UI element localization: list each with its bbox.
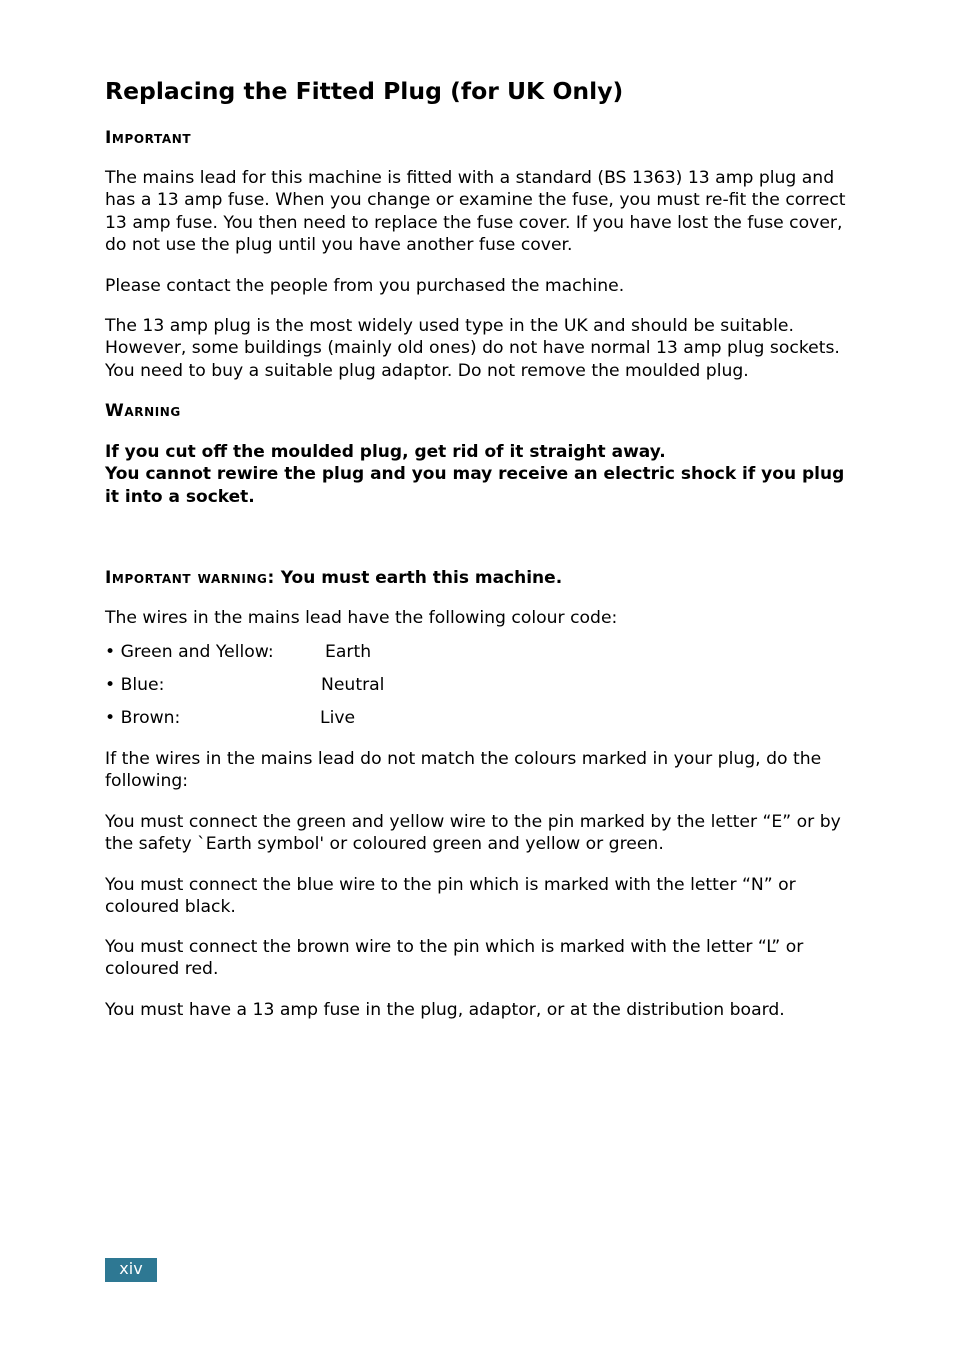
important-warning-label: Important warning: xyxy=(105,568,275,588)
text-line: Please contact the people from you purchased the machine. xyxy=(105,276,625,296)
important-heading: Important xyxy=(105,128,192,148)
text-line: The 13 amp plug is the most widely used type in the UK and should be suitable. xyxy=(105,316,794,336)
mismatch-paragraph xyxy=(105,748,850,793)
text-line: If you cut off the moulded plug, get rid of it straight away. xyxy=(105,442,666,462)
text-line: it into a socket. xyxy=(105,486,255,507)
text-line: The wires in the mains lead have the following colour code: xyxy=(105,608,618,628)
colour-code-intro xyxy=(105,607,850,629)
text-line: coloured red. xyxy=(105,959,219,980)
text-line: You need to buy a suitable plug adaptor. Do not remove the moulded plug. xyxy=(105,360,749,381)
text-line: You cannot rewire the plug and you may receive an electric shock if you plug xyxy=(105,464,845,485)
warning-paragraph xyxy=(105,441,850,508)
important-warning-heading xyxy=(105,567,562,589)
text-line: 13 amp fuse. You then need to replace the fuse cover. If you have lost the fuse cover, xyxy=(105,212,843,233)
text-line: following: xyxy=(105,771,189,792)
page-title: Replacing the Fitted Plug (for UK Only) xyxy=(105,77,624,105)
wire-colour-label: • Green and Yellow: xyxy=(105,642,274,662)
text-line: The mains lead for this machine is fitted with a standard (BS 1363) 13 amp plug and xyxy=(105,168,835,188)
wire-colour-label: • Blue: xyxy=(105,675,165,695)
earth-machine-text: You must earth this machine. xyxy=(274,568,563,588)
wire-function-value: Neutral xyxy=(321,675,385,695)
plug-type-paragraph xyxy=(105,315,850,382)
live-wire-paragraph xyxy=(105,936,850,981)
wire-function-value: Live xyxy=(320,708,356,728)
page-number-badge: xiv xyxy=(105,1258,157,1282)
text-line: However, some buildings (mainly old ones) do not have normal 13 amp plug sockets. xyxy=(105,338,840,359)
text-line: has a 13 amp fuse. When you change or examine the fuse, you must re-fit the correct xyxy=(105,190,846,211)
text-line: coloured black. xyxy=(105,897,236,918)
wire-colour-label: • Brown: xyxy=(105,708,181,728)
earth-wire-paragraph xyxy=(105,811,850,856)
text-line: You must have a 13 amp fuse in the plug, adaptor, or at the distribution board. xyxy=(105,1000,785,1020)
contact-paragraph xyxy=(105,275,850,297)
text-line: You must connect the blue wire to the pin which is marked with the letter “N” or xyxy=(105,875,796,895)
text-line: do not use the plug until you have another fuse cover. xyxy=(105,235,573,256)
text-line: You must connect the brown wire to the pin which is marked with the letter “L” or xyxy=(105,937,804,957)
warning-heading: Warning xyxy=(105,401,181,421)
fitted-plug-paragraph xyxy=(105,167,850,257)
text-line: If the wires in the mains lead do not match the colours marked in your plug, do the xyxy=(105,749,822,769)
fuse-note-paragraph xyxy=(105,999,850,1021)
neutral-wire-paragraph xyxy=(105,874,850,919)
text-line: the safety `Earth symbol' or coloured green and yellow or green. xyxy=(105,834,664,855)
text-line: You must connect the green and yellow wire to the pin marked by the letter “E” or by xyxy=(105,812,841,832)
wire-function-value: Earth xyxy=(325,642,372,662)
